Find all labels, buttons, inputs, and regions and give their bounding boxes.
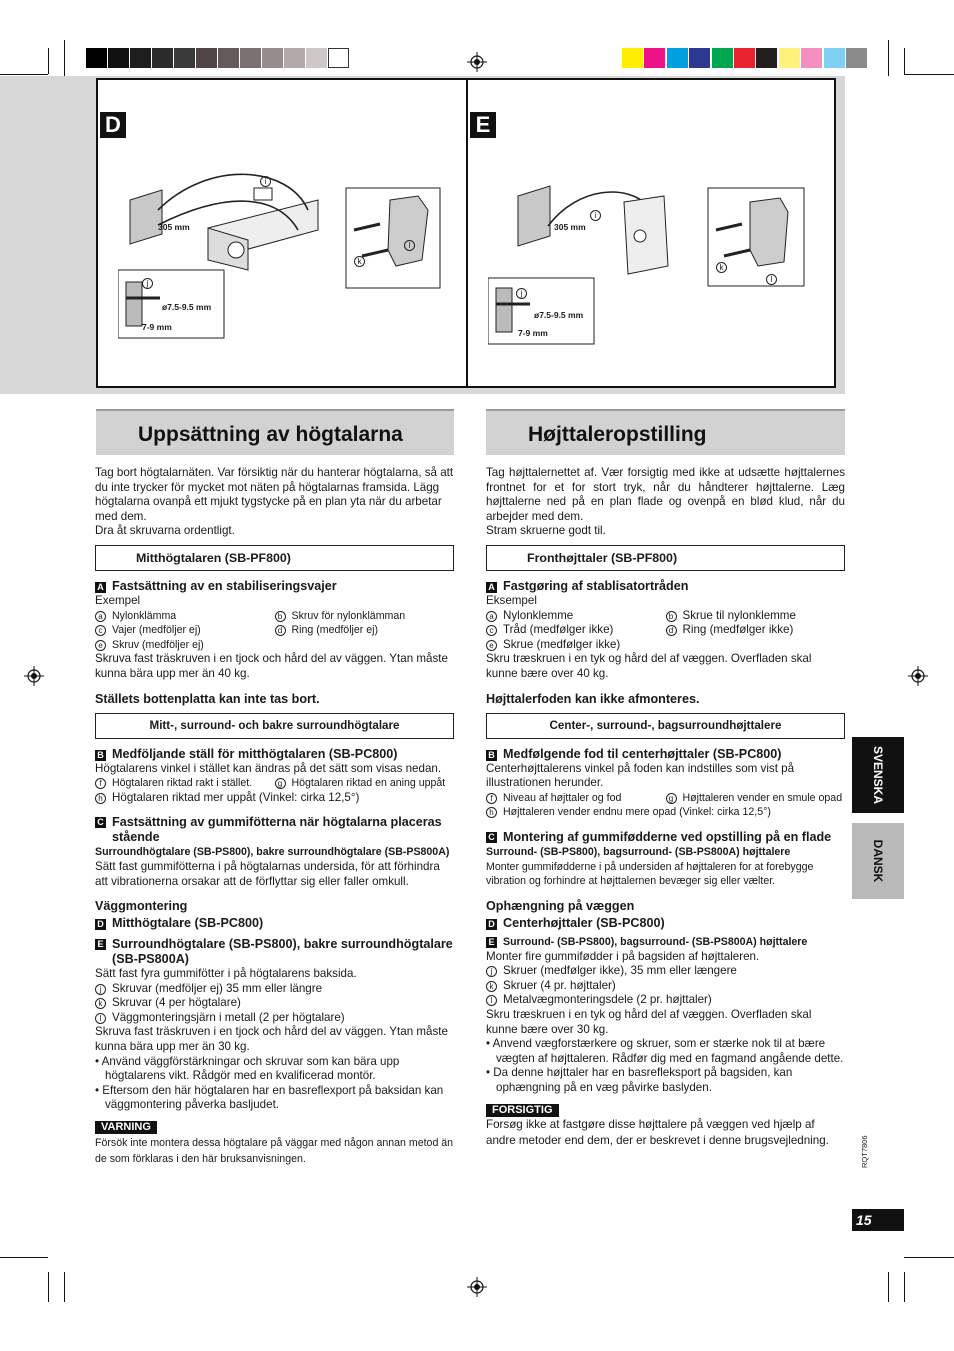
bullet-item: • Da denne højttaler har en basrefleksport på bagsiden, kan ophængning på en væg påvirke baslyden. xyxy=(486,1066,793,1095)
section-header-svenska xyxy=(96,409,454,455)
item-letter: g xyxy=(275,778,286,789)
calibration-swatch xyxy=(644,48,665,68)
item-text: Skruv för nylonklämman xyxy=(291,609,406,622)
step-label: E xyxy=(486,937,497,948)
section-box: Fronthøjttaler (SB-PF800) xyxy=(486,545,845,571)
callout-i: i xyxy=(590,210,601,221)
crop-mark xyxy=(48,1272,49,1302)
calibration-swatch xyxy=(667,48,688,68)
language-tab-dansk xyxy=(852,823,904,899)
step-label: B xyxy=(486,750,497,761)
item-letter: h xyxy=(95,793,106,804)
crop-mark xyxy=(904,1272,905,1302)
registration-mark-icon xyxy=(467,1277,487,1297)
language-tab-svenska xyxy=(852,737,904,813)
body-text: Skru træskruen i en tyk og hård del af væggen. Overfladen skal kunne bære over 30 kg. xyxy=(486,1008,812,1036)
example-label: Exempel xyxy=(95,593,141,607)
calibration-swatch xyxy=(306,48,327,68)
item-text: Niveau af højttaler og fod xyxy=(503,791,622,804)
tab-label: DANSK xyxy=(871,839,885,883)
item-text: Ring (medföljer ej) xyxy=(291,624,379,637)
callout-l: l xyxy=(404,240,415,251)
step-title: Medföljande ställ för mitthögtalaren (SB-PC800) xyxy=(112,746,398,761)
item-letter: k xyxy=(486,981,497,992)
registration-mark-icon xyxy=(467,52,487,72)
page-number: 15 xyxy=(852,1209,904,1231)
crop-mark xyxy=(904,48,905,74)
callout-l: l xyxy=(766,274,777,285)
item-letter: l xyxy=(95,1013,106,1024)
note-heading: Ställets bottenplatta kan inte tas bort. xyxy=(95,691,320,706)
wall-heading: Ophængning på væggen xyxy=(486,898,635,913)
body-text: Sätt fast gummifötterna i på högtalarnas undersida, för att förhindra att vibrationerna orsakar att de förflyttar sig eller faller omkull. xyxy=(95,859,440,888)
item-text: Metalvægmonteringsdele (2 pr. højttaler) xyxy=(503,993,712,1007)
warning-badge: FORSIGTIG xyxy=(486,1104,559,1117)
note-heading: Højttalerfoden kan ikke afmonteres. xyxy=(486,691,700,706)
item-text: Nylonklemme xyxy=(503,608,574,622)
calibration-swatch xyxy=(846,48,867,68)
dimension-label: 305 mm xyxy=(554,222,586,232)
calibration-swatch xyxy=(734,48,755,68)
dimension-label: 7-9 mm xyxy=(518,328,548,338)
warning-text: Försök inte montera dessa högtalare på väggar med någon annan metod än de som förklaras i den här bruksanvisningen. xyxy=(95,1136,454,1165)
section-box: Center-, surround-, bagsurroundhøjttalere xyxy=(486,713,845,739)
item-text: Højttaleren vender en smule opad xyxy=(682,791,843,804)
calibration-swatch xyxy=(262,48,283,68)
figure-e-label: E xyxy=(470,112,496,138)
item-letter: a xyxy=(95,611,106,622)
item-text: Skruer (4 pr. højttaler) xyxy=(503,978,616,992)
item-text: Højttaleren vender endnu mere opad (Vinkel: cirka 12,5°) xyxy=(503,806,771,819)
body-text: Högtalarens vinkel i stället kan ändras på det sätt som visas nedan. xyxy=(95,761,442,775)
callout-j: j xyxy=(516,288,527,299)
item-letter: e xyxy=(95,640,106,651)
calibration-swatch xyxy=(801,48,822,68)
item-text: Högtalaren riktad rakt i stället. xyxy=(112,777,253,790)
item-letter: d xyxy=(275,625,286,636)
body-text: Monter fire gummifødder i på bagsiden af højttaleren. xyxy=(486,949,760,963)
item-letter: c xyxy=(486,625,497,636)
step-title: Surround- (SB-PS800), bagsurround- (SB-PS800A) højttalere xyxy=(503,935,808,948)
registration-mark-icon xyxy=(24,666,44,686)
body-text: Sätt fast fyra gummifötter i på högtalarens baksida. xyxy=(95,967,357,981)
item-letter: j xyxy=(95,984,106,995)
step-title: Fastsättning av en stabiliseringsvajer xyxy=(112,578,337,593)
calibration-swatch xyxy=(152,48,173,68)
item-text: Skruvar (4 per högtalare) xyxy=(112,996,241,1010)
step-title: Surroundhögtalare (SB-PS800), bakre surroundhögtalare (SB-PS800A) xyxy=(112,937,453,967)
dimension-label: ø7.5-9.5 mm xyxy=(534,310,584,320)
bullet-item: • Eftersom den här högtalaren har en basreflexport på baksidan kan väggmontering påverka basljudet. xyxy=(95,1083,444,1112)
crop-mark xyxy=(0,74,48,75)
step-label: C xyxy=(486,832,497,843)
item-text: Högtalaren riktad mer uppåt (Vinkel: cirka 12,5°) xyxy=(112,790,360,804)
figure-d-label: D xyxy=(100,112,126,138)
body-text: Skruva fast träskruven i en tjock och hård del av väggen. Ytan måste kunna bära upp mer än 40 kg. xyxy=(95,652,448,680)
example-label: Eksempel xyxy=(486,593,537,607)
item-letter: l xyxy=(486,995,497,1006)
callout-k: k xyxy=(354,256,365,267)
step-label: B xyxy=(95,750,106,761)
step-label: A xyxy=(95,582,106,593)
item-text: Tråd (medfølger ikke) xyxy=(503,623,614,637)
item-text: Skruer (medfølger ikke), 35 mm eller længere xyxy=(503,964,737,978)
figure-divider xyxy=(466,80,468,386)
item-letter: b xyxy=(666,611,677,622)
crop-mark xyxy=(0,1257,48,1258)
crop-mark xyxy=(888,1272,889,1302)
intro-text: Tag højttalernettet af. Vær forsigtig med ikke at udsætte højttalernes frontnet for et for stort tryk, når du håndterer højttalerne. Læg højttalerne ned på en plan flade og ovenpå en blød klud, når du arbejder med dem. xyxy=(486,466,845,523)
item-text: Skrue til nylonklemme xyxy=(682,608,796,622)
item-letter: e xyxy=(486,640,497,651)
item-text: Ring (medfølger ikke) xyxy=(682,623,794,637)
step-title: Fastsättning av gummifötterna när högtalarna placeras stående xyxy=(112,815,442,845)
calibration-swatch xyxy=(689,48,710,68)
page-title: Uppsättning av högtalarna xyxy=(138,423,403,446)
tab-label: SVENSKA xyxy=(871,745,885,805)
callout-j: j xyxy=(142,278,153,289)
crop-mark xyxy=(904,74,954,75)
item-letter: h xyxy=(486,807,497,818)
item-letter: c xyxy=(95,625,106,636)
item-text: Högtalaren riktad en aning uppåt xyxy=(291,777,446,790)
crop-mark xyxy=(904,1257,954,1258)
body-text: Centerhøjttalerens vinkel på foden kan indstilles som vist på illustrationen herunder. xyxy=(486,761,795,790)
calibration-swatch xyxy=(240,48,261,68)
step-label: E xyxy=(95,939,106,950)
dimension-label: 7-9 mm xyxy=(142,322,172,332)
item-letter: k xyxy=(95,998,106,1009)
crop-mark xyxy=(64,1272,65,1302)
dimension-label: ø7.5-9.5 mm xyxy=(162,302,212,312)
callout-i: i xyxy=(260,176,271,187)
step-label: A xyxy=(486,582,497,593)
column-dansk xyxy=(486,466,845,1149)
calibration-swatch xyxy=(284,48,305,68)
crop-mark xyxy=(888,40,889,76)
item-text: Väggmonteringsjärn i metall (2 per högtalare) xyxy=(112,1010,345,1024)
calibration-swatch xyxy=(328,48,349,68)
item-letter: g xyxy=(666,793,677,804)
calibration-swatch xyxy=(712,48,733,68)
item-letter: a xyxy=(486,611,497,622)
section-box: Mitt-, surround- och bakre surroundhögtalare xyxy=(95,713,454,739)
calibration-swatch xyxy=(756,48,777,68)
item-letter: f xyxy=(486,793,497,804)
step-label: D xyxy=(486,919,497,930)
model-code: RQT7806 xyxy=(860,1135,869,1168)
crop-mark xyxy=(64,40,65,76)
intro-text: Tag bort högtalarnäten. Var försiktig när du hanterar högtalarna, så att du inte trycker för mycket mot näten på högtalarnas framsida. Lägg högtalarna ovanpå ett mjukt tygstycke på en plan yta när du arbetar med dem. xyxy=(95,466,454,523)
intro-text: Stram skruerne godt til. xyxy=(486,524,606,538)
step-label: D xyxy=(95,919,106,930)
item-letter: f xyxy=(95,778,106,789)
page-title: Højttaleropstilling xyxy=(528,423,707,446)
step-title: Centerhøjttaler (SB-PC800) xyxy=(503,915,665,930)
warning-badge: VARNING xyxy=(95,1121,157,1134)
calibration-swatch xyxy=(196,48,217,68)
figure-panel xyxy=(96,78,836,388)
warning-text: Forsøg ikke at fastgøre disse højttalere på væggen ved hjælp af andre metoder end dem, der er beskrevet i denne brugsvejledning. xyxy=(486,1118,829,1148)
body-text: Skru træskruen i en tyk og hård del af væggen. Overfladen skal kunne bære over 40 kg. xyxy=(486,652,812,680)
calibration-swatch xyxy=(86,48,107,68)
callout-k: k xyxy=(716,262,727,273)
column-svenska xyxy=(95,466,454,1167)
wall-heading: Väggmontering xyxy=(95,899,188,914)
item-letter: j xyxy=(486,966,497,977)
calibration-swatch xyxy=(108,48,129,68)
item-letter: b xyxy=(275,611,286,622)
step-title: Fastgøring af stablisatortråden xyxy=(503,578,689,593)
body-text: Skruva fast träskruven i en tjock och hård del av väggen. Ytan måste kunna bära upp mer än 30 kg. xyxy=(95,1025,448,1054)
intro-text: Dra åt skruvarna ordentligt. xyxy=(95,524,235,538)
bullet-item: • Använd väggförstärkningar och skruvar som kan bära upp högtalarens vikt. Rådgör med en kvalificerad montör. xyxy=(95,1054,400,1083)
crop-mark xyxy=(48,48,49,74)
sub-heading: Surroundhögtalare (SB-PS800), bakre surroundhögtalare (SB-PS800A) xyxy=(95,846,450,859)
registration-mark-icon xyxy=(908,666,928,686)
section-box: Mitthögtalaren (SB-PF800) xyxy=(95,545,454,571)
calibration-swatch xyxy=(130,48,151,68)
calibration-swatch xyxy=(218,48,239,68)
calibration-swatch xyxy=(824,48,845,68)
step-title: Medfølgende fod til centerhøjttaler (SB-PC800) xyxy=(503,746,782,761)
item-text: Skrue (medfølger ikke) xyxy=(503,637,621,651)
calibration-swatch xyxy=(779,48,800,68)
step-title: Montering af gummifødderne ved opstilling på en flade xyxy=(503,829,832,844)
bullet-item: • Anvend vægforstærkere og skruer, som er stærke nok til at bære vægten af højttaleren. Rådfør dig med en fagmand angående dette. xyxy=(486,1037,844,1065)
calibration-swatch xyxy=(174,48,195,68)
item-text: Vajer (medföljer ej) xyxy=(112,624,201,637)
section-header-dansk xyxy=(486,409,845,455)
wall-mount-center-illustration xyxy=(118,170,458,340)
calibration-swatch xyxy=(622,48,643,68)
item-letter: d xyxy=(666,625,677,636)
item-text: Nylonklämma xyxy=(112,609,177,622)
body-text: Monter gummifødderne i på undersiden af højttaleren for at forebygge vibration og forhindre at højttalernen bevæger sig eller vælter. xyxy=(486,860,814,888)
step-title: Mitthögtalare (SB-PC800) xyxy=(112,916,264,931)
item-text: Skruvar (medföljer ej) 35 mm eller längre xyxy=(112,981,323,995)
sub-heading: Surround- (SB-PS800), bagsurround- (SB-PS800A) højttalere xyxy=(486,845,791,858)
item-text: Skruv (medföljer ej) xyxy=(112,638,204,651)
step-label: C xyxy=(95,817,106,828)
dimension-label: 305 mm xyxy=(158,222,190,232)
